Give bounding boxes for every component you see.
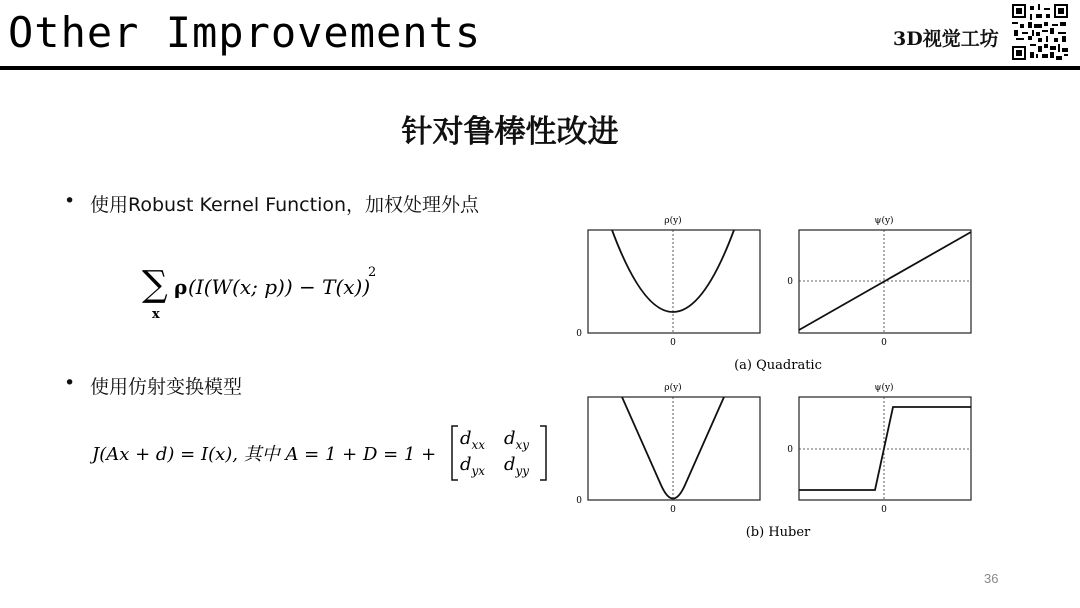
plot-b-rho-title: ρ(y) bbox=[664, 383, 682, 393]
robust-cost-equation bbox=[140, 256, 400, 326]
plot-b-rho-x-zero: 0 bbox=[670, 505, 676, 515]
plot-a-rho-title: ρ(y) bbox=[664, 216, 682, 226]
bullet-affine-model bbox=[64, 372, 243, 399]
plot-a-psi-x-zero: 0 bbox=[881, 338, 887, 348]
kernel-function-plots bbox=[565, 210, 985, 550]
sum-symbol: ∑ bbox=[142, 264, 168, 305]
plot-b-psi-y-zero: 0 bbox=[787, 445, 793, 455]
plot-a-psi-title: ψ(y) bbox=[874, 216, 894, 226]
plot-b-psi-curve bbox=[799, 407, 971, 490]
matrix-d-yy: $d_{yy}$ bbox=[504, 454, 530, 478]
plot-b-psi-title: ψ(y) bbox=[874, 383, 894, 393]
slide-title: Other Improvements bbox=[8, 8, 482, 57]
matrix-left-bracket bbox=[452, 426, 458, 480]
plot-a-rho-y-zero: 0 bbox=[576, 329, 582, 339]
matrix-d-xy: $d_{xy}$ bbox=[504, 428, 530, 452]
caption-huber: (b) Huber bbox=[745, 525, 811, 540]
affine-equation bbox=[90, 420, 560, 486]
page-number: 36 bbox=[984, 571, 999, 586]
plot-a-rho-frame bbox=[588, 230, 760, 333]
brand-name: 3D视觉工坊 bbox=[893, 28, 999, 50]
plot-a-psi-y-zero: 0 bbox=[787, 277, 793, 287]
header-divider bbox=[0, 66, 1080, 70]
rho-symbol: ρ bbox=[174, 275, 188, 299]
matrix-d-yx: $d_{yx}$ bbox=[460, 454, 486, 478]
bullet-marker: • bbox=[64, 372, 76, 394]
equation-body: (I(W(x; p)) − T(x)) bbox=[188, 275, 371, 299]
section-subtitle: 针对鲁棒性改进 bbox=[401, 114, 619, 150]
plot-b-rho-y-zero: 0 bbox=[576, 496, 582, 506]
plot-b-psi-frame bbox=[799, 397, 971, 500]
sum-subscript: x bbox=[152, 307, 160, 322]
qr-code-icon bbox=[1012, 4, 1068, 60]
caption-quadratic: (a) Quadratic bbox=[734, 358, 822, 373]
bullet-text: 使用Robust Kernel Function，加权处理外点 bbox=[90, 194, 480, 216]
plot-b-psi-x-zero: 0 bbox=[881, 505, 887, 515]
bullet-text: 使用仿射变换模型 bbox=[90, 376, 243, 398]
plot-a-rho-x-zero: 0 bbox=[670, 338, 676, 348]
plot-b-rho-frame bbox=[588, 397, 760, 500]
plot-b-rho-curve bbox=[622, 397, 724, 499]
bullet-marker: • bbox=[64, 190, 76, 212]
affine-equation-lhs: J(Ax + d) = I(x), 其中 A = 1 + D = 1 + bbox=[92, 444, 437, 465]
equation-exponent: 2 bbox=[368, 265, 377, 280]
bullet-robust-kernel bbox=[64, 190, 480, 217]
matrix-right-bracket bbox=[540, 426, 546, 480]
matrix-d-xx: $d_{xx}$ bbox=[460, 428, 486, 452]
